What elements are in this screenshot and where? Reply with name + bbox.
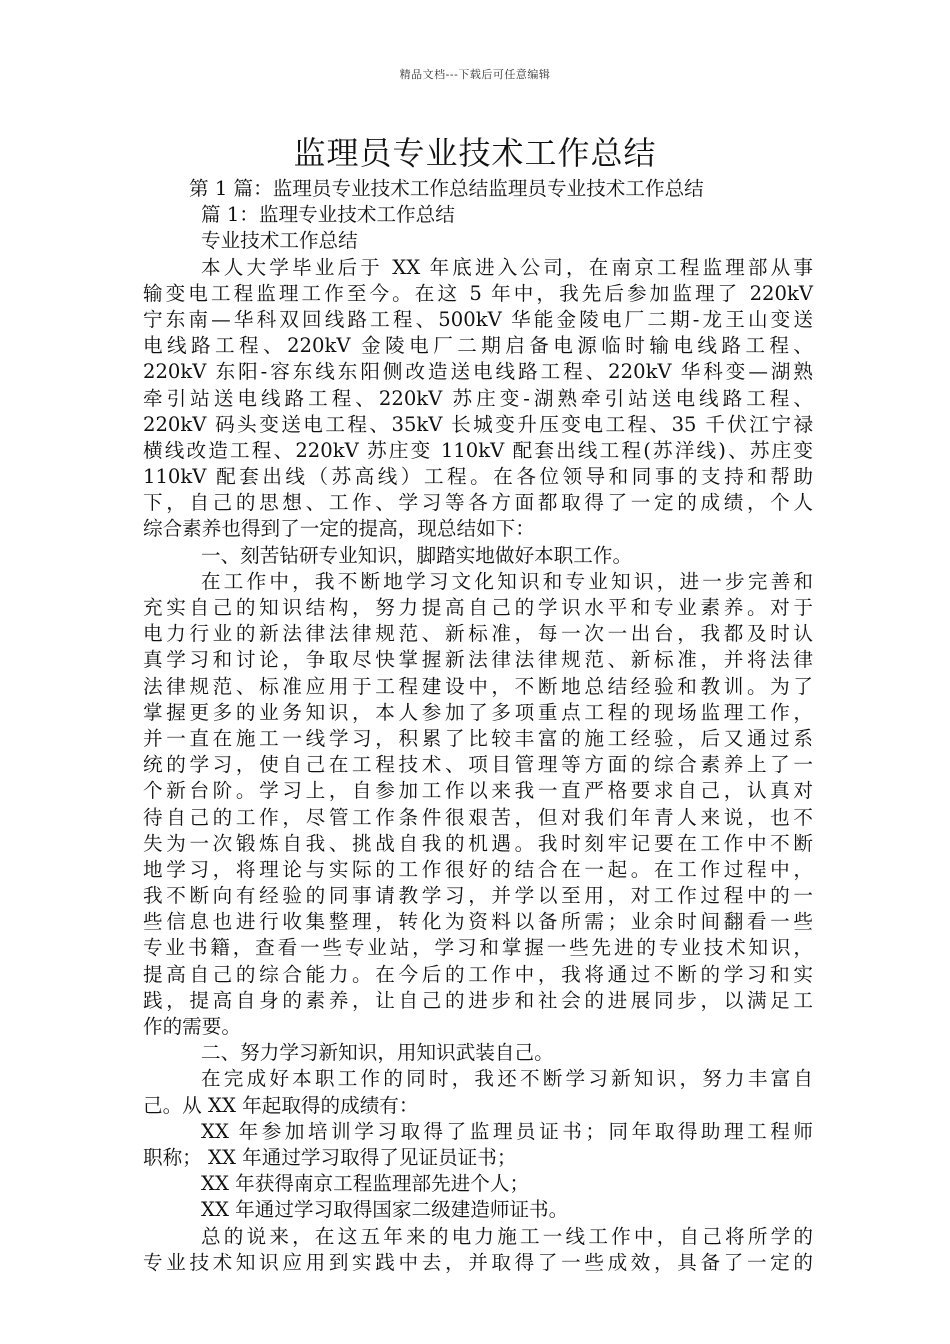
text-line: 二、努力学习新知识，用知识武装自己。 <box>201 1041 554 1065</box>
text-line: 在工作中，我不断地学习文化知识和专业知识，进一步完善和 <box>201 569 813 593</box>
text-line: 本人大学毕业后于 XX 年底进入公司，在南京工程监理部从事 <box>201 255 813 279</box>
text-line: 掌握更多的业务知识，本人参加了多项重点工程的现场监理工作， <box>143 700 813 724</box>
text-line: 并一直在施工一线学习，积累了比较丰富的施工经验，后又通过系 <box>143 726 813 750</box>
text-line: 220kV 码头变送电工程、35kV 长城变升压变电工程、35 千伏江宁禄 <box>143 412 813 436</box>
text-line: XX 年通过学习取得国家二级建造师证书。 <box>201 1198 569 1222</box>
text-line: 法律规范、标准应用于工程建设中，不断地总结经验和教训。为了 <box>143 674 813 698</box>
text-line: XX 年获得南京工程监理部先进个人； <box>201 1172 530 1196</box>
text-line: 真学习和讨论，争取尽快掌握新法律法律规范、新标准，并将法律 <box>143 648 813 672</box>
text-line: 一、刻苦钻研专业知识，脚踏实地做好本职工作。 <box>201 543 633 567</box>
text-line: 下，自己的思想、工作、学习等各方面都取得了一定的成绩，个人 <box>143 491 813 515</box>
text-line: 专业技术工作总结 <box>201 229 358 253</box>
text-line: 220kV 东阳-容东线东阳侧改造送电线路工程、220kV 华科变—湖熟 <box>143 360 813 384</box>
header-note: 精品文档---下载后可任意编辑 <box>399 68 551 81</box>
text-line: 地学习，将理论与实际的工作很好的结合在一起。在工作过程中， <box>143 857 813 881</box>
text-line: 电力行业的新法律法律规范、新标准，每一次一出台，我都及时认 <box>143 622 813 646</box>
text-line: 110kV 配套出线（苏高线）工程。在各位领导和同事的支持和帮助 <box>143 465 813 489</box>
text-line: 个新台阶。学习上，自参加工作以来我一直严格要求自己，认真对 <box>143 779 813 803</box>
text-line: 职称； XX 年通过学习取得了见证员证书； <box>143 1145 517 1169</box>
text-line: 第 1 篇：监理员专业技术工作总结监理员专业技术工作总结 <box>189 177 704 200</box>
text-line: 篇 1：监理专业技术工作总结 <box>201 203 455 227</box>
text-line: 输变电工程监理工作至今。在这 5 年中，我先后参加监理了 220kV <box>143 281 813 305</box>
text-line: 横线改造工程、220kV 苏庄变 110kV 配套出线工程(苏洋线)、苏庄变 <box>143 438 813 462</box>
text-line: XX 年参加培训学习取得了监理员证书；同年取得助理工程师 <box>201 1119 813 1143</box>
text-line: 作的需要。 <box>143 1015 241 1038</box>
text-line: 专业书籍，查看一些专业站，学习和掌握一些先进的专业技术知识， <box>143 936 813 960</box>
text-line: 己。从 XX 年起取得的成绩有： <box>143 1093 419 1117</box>
text-line: 统的学习，使自己在工程技术、项目管理等方面的综合素养上了一 <box>143 753 813 777</box>
document-title: 监理员专业技术工作总结 <box>293 134 657 172</box>
text-line: 我不断向有经验的同事请教学习，并学以至用，对工作过程中的一 <box>143 884 813 908</box>
text-line: 提高自己的综合能力。在今后的工作中，我将通过不断的学习和实 <box>143 962 813 986</box>
text-line: 失为一次锻炼自我、挑战自我的机遇。我时刻牢记要在工作中不断 <box>143 831 813 855</box>
text-line: 总的说来，在这五年来的电力施工一线工作中，自己将所学的 <box>201 1224 813 1248</box>
text-line: 专业技术知识应用到实践中去，并取得了一些成效，具备了一定的 <box>143 1250 813 1274</box>
text-line: 电线路工程、220kV 金陵电厂二期启备电源临时输电线路工程、 <box>143 334 813 358</box>
text-line: 在完成好本职工作的同时，我还不断学习新知识，努力丰富自 <box>201 1067 813 1091</box>
text-line: 些信息也进行收集整理，转化为资料以备所需；业余时间翻看一些 <box>143 910 813 934</box>
text-line: 践，提高自身的素养，让自己的进步和社会的进展同步，以满足工 <box>143 988 813 1012</box>
document-body <box>143 176 813 1276</box>
text-line: 待自己的工作，尽管工作条件很艰苦，但对我们年青人来说，也不 <box>143 805 813 829</box>
text-line: 宁东南—华科双回线路工程、500kV 华能金陵电厂二期-龙王山变送 <box>143 307 813 331</box>
text-line: 充实自己的知识结构，努力提高自己的学识水平和专业素养。对于 <box>143 596 813 619</box>
text-line: 综合素养也得到了一定的提高，现总结如下： <box>143 517 535 541</box>
text-line: 牵引站送电线路工程、220kV 苏庄变-湖熟牵引站送电线路工程、 <box>143 386 813 410</box>
